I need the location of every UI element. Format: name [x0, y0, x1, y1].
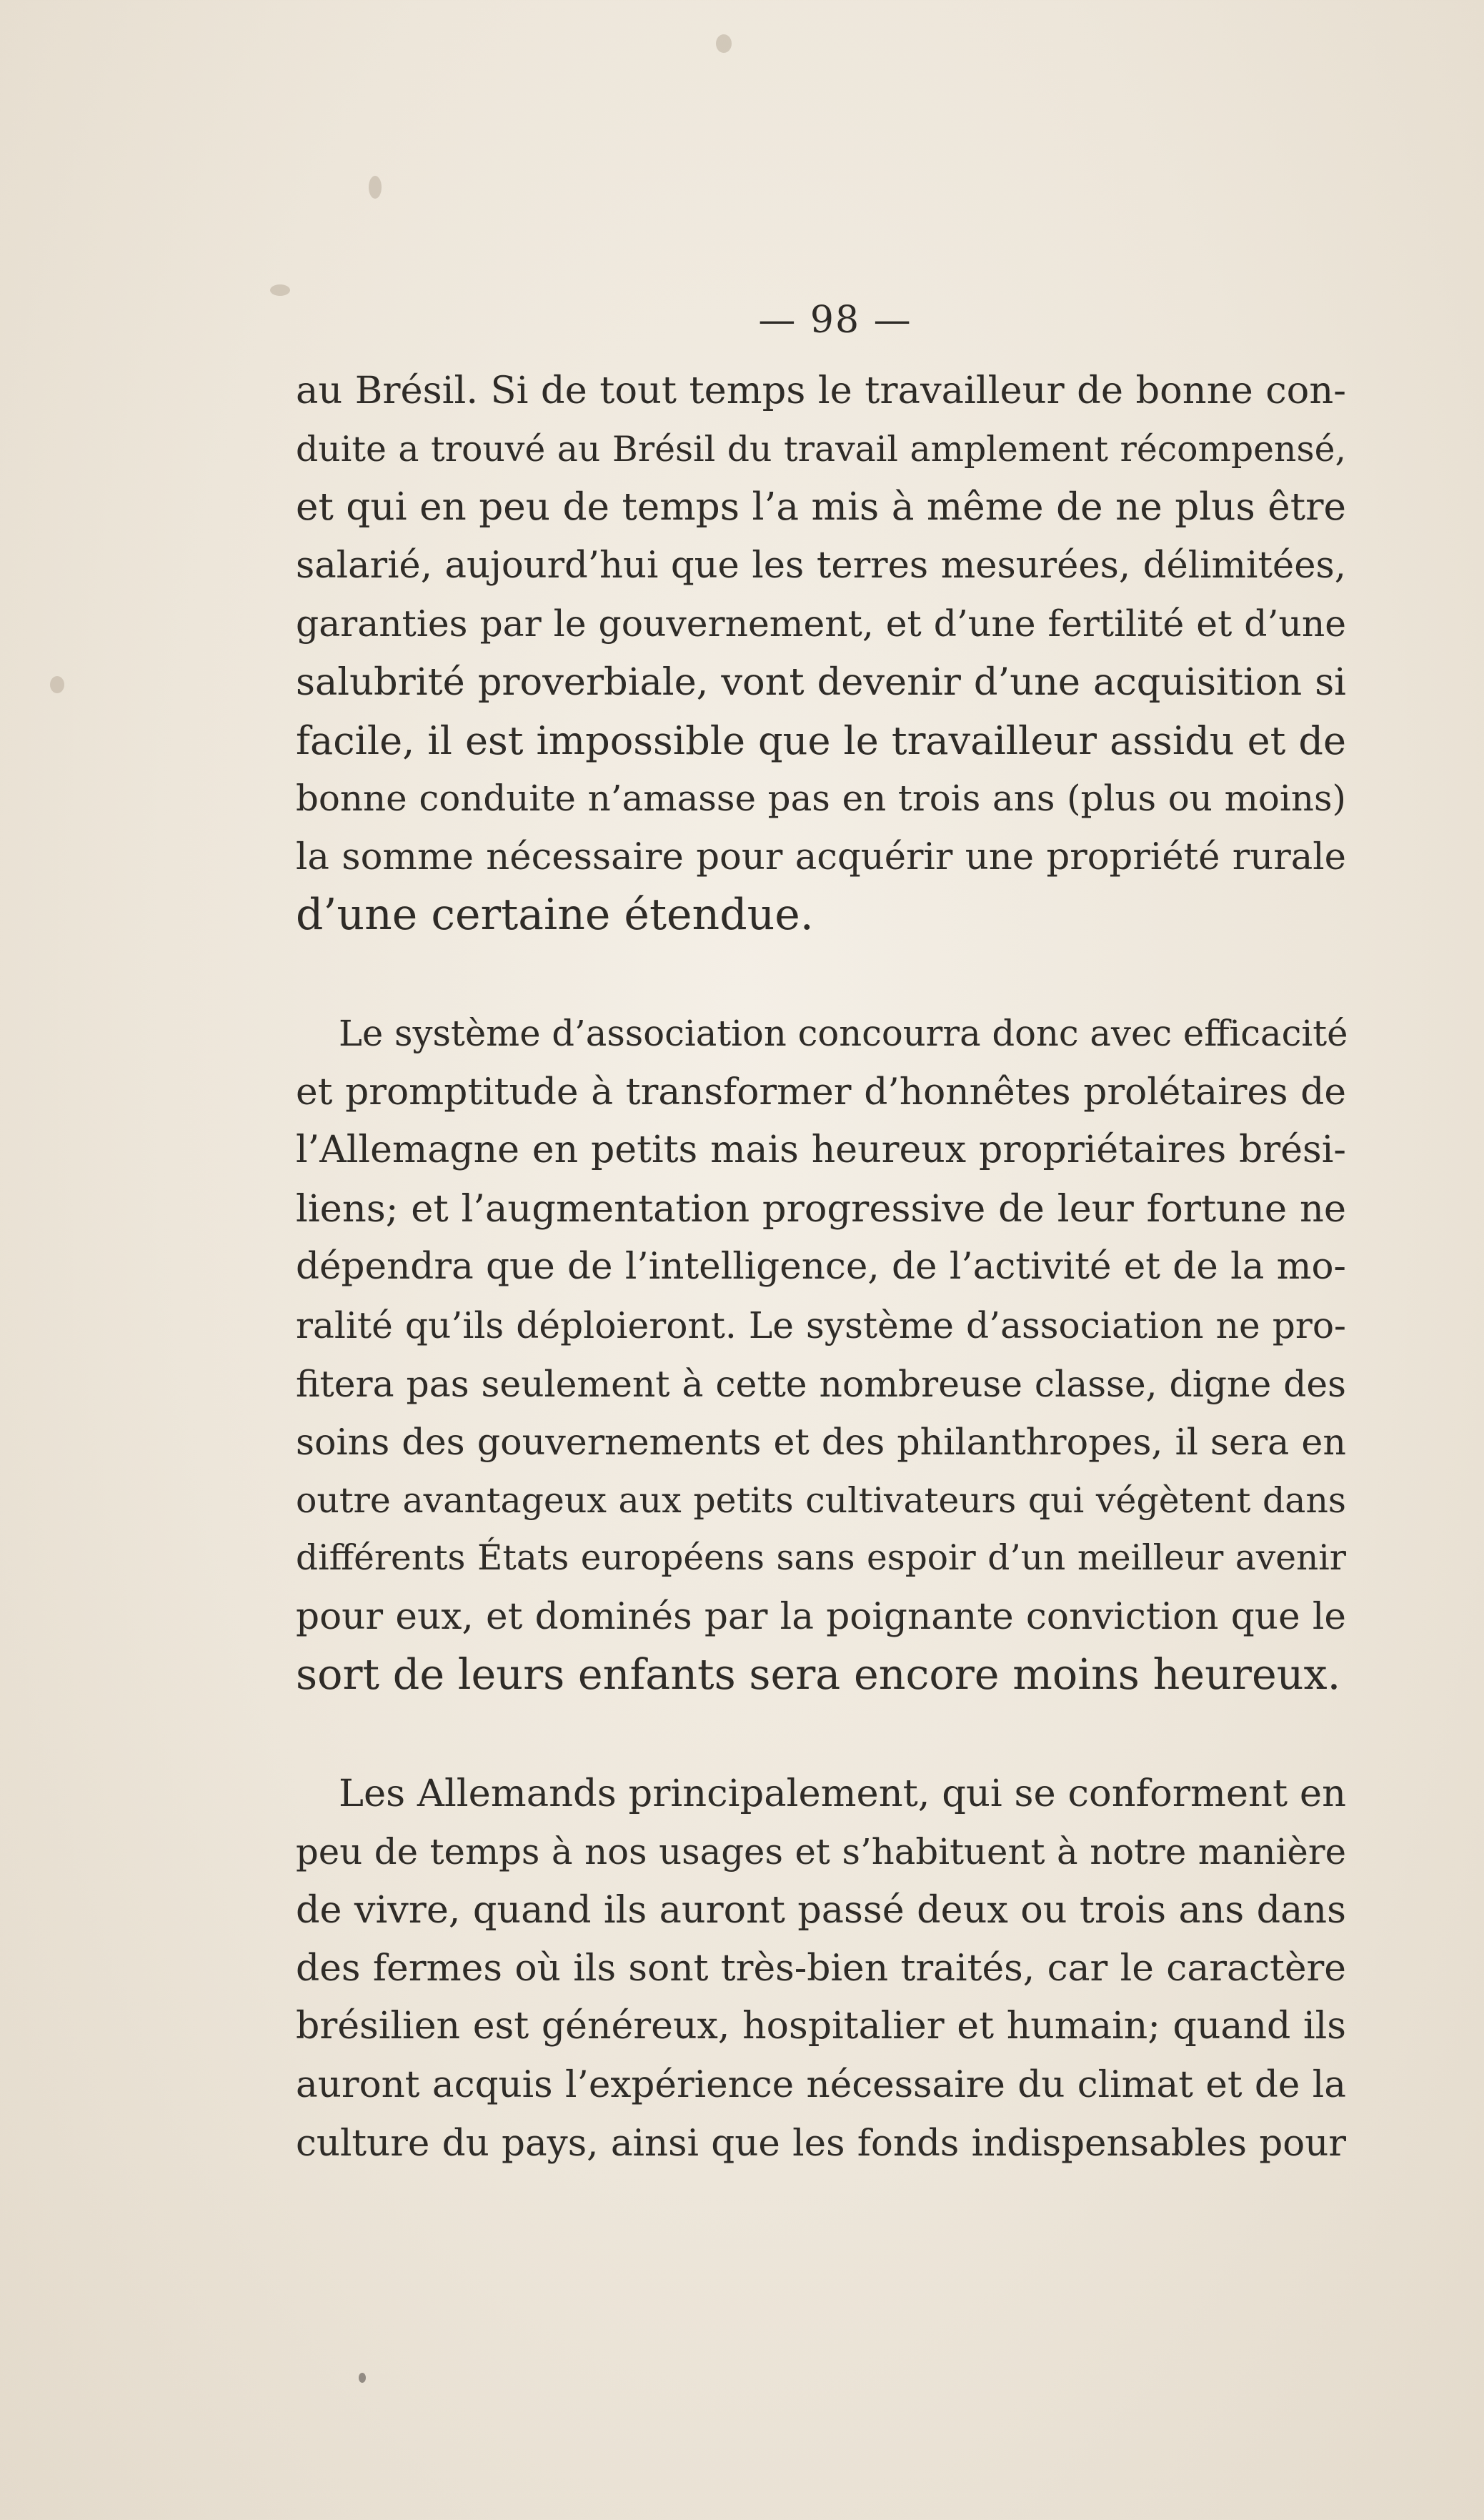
paper-speck [359, 2373, 366, 2383]
text-line: bonne conduite n’amasse pas en trois ans (plus ou moins) [296, 778, 1346, 820]
paper-speck [270, 284, 290, 296]
text-line: pour eux, et dominés par la poignante conviction que le [296, 1594, 1346, 1638]
text-line: et promptitude à transformer d’honnêtes prolétaires de [296, 1070, 1346, 1113]
paragraph-2 [296, 1005, 1346, 1705]
paragraph-1 [296, 362, 1346, 945]
page-number: — 98 — [758, 299, 912, 342]
text-line: peu de temps à nos usages et s’habituent à notre manière [296, 1830, 1346, 1872]
text-line: culture du pays, ainsi que les fonds indispensables pour [296, 2121, 1346, 2165]
text-line: soins des gouvernements et des philanthropes, il sera en [296, 1421, 1346, 1464]
text-line: salubrité proverbiale, vont devenir d’une acquisition si [296, 660, 1346, 704]
text-line: et qui en peu de temps l’a mis à même de ne plus être [296, 485, 1346, 530]
text-line: outre avantageux aux petits cultivateurs qui végètent dans [296, 1479, 1346, 1521]
body-text [296, 362, 1346, 2173]
text-line: différents États européens sans espoir d’un meilleur avenir [296, 1538, 1346, 1579]
text-line: liens; et l’augmentation progressive de leur fortune ne [296, 1186, 1346, 1231]
paragraph-3 [296, 1765, 1346, 2173]
text-line: sort de leurs enfants sera encore moins heureux. [296, 1650, 1341, 1700]
text-line: Les Allemands principalement, qui se conforment en [339, 1772, 1346, 1816]
text-line: auront acquis l’expérience nécessaire du climat et de la [296, 2063, 1346, 2107]
paper-speck [369, 176, 382, 199]
text-line: facile, il est impossible que le travailleur assidu et de [296, 718, 1346, 763]
text-line: des fermes où ils sont très-bien traités, car le caractère [296, 1946, 1346, 1990]
text-line: ralité qu’ils déploieront. Le système d’association ne pro- [296, 1304, 1346, 1346]
text-line: brésilien est généreux, hospitalier et humain; quand ils [296, 2005, 1346, 2048]
text-line: au Brésil. Si de tout temps le travailleur de bonne con- [296, 369, 1346, 412]
text-line: garanties par le gouvernement, et d’une fertilité et d’une [296, 602, 1346, 645]
text-line: d’une certaine étendue. [296, 890, 814, 941]
text-line: duite a trouvé au Brésil du travail amplement récompensé, [296, 428, 1346, 470]
text-line: la somme nécessaire pour acquérir une propriété rurale [296, 835, 1346, 878]
paper-speck [716, 34, 732, 53]
text-line: de vivre, quand ils auront passé deux ou trois ans dans [296, 1888, 1346, 1933]
text-line: l’Allemagne en petits mais heureux propriétaires brési- [296, 1128, 1346, 1172]
text-line: dépendra que de l’intelligence, de l’activité et de la mo- [296, 1245, 1346, 1289]
paper-speck [50, 676, 64, 693]
text-line: Le système d’association concourra donc avec efficacité [339, 1012, 1348, 1054]
text-line: fitera pas seulement à cette nombreuse classe, digne des [296, 1362, 1346, 1405]
text-line: salarié, aujourd’hui que les terres mesurées, délimitées, [296, 544, 1346, 587]
